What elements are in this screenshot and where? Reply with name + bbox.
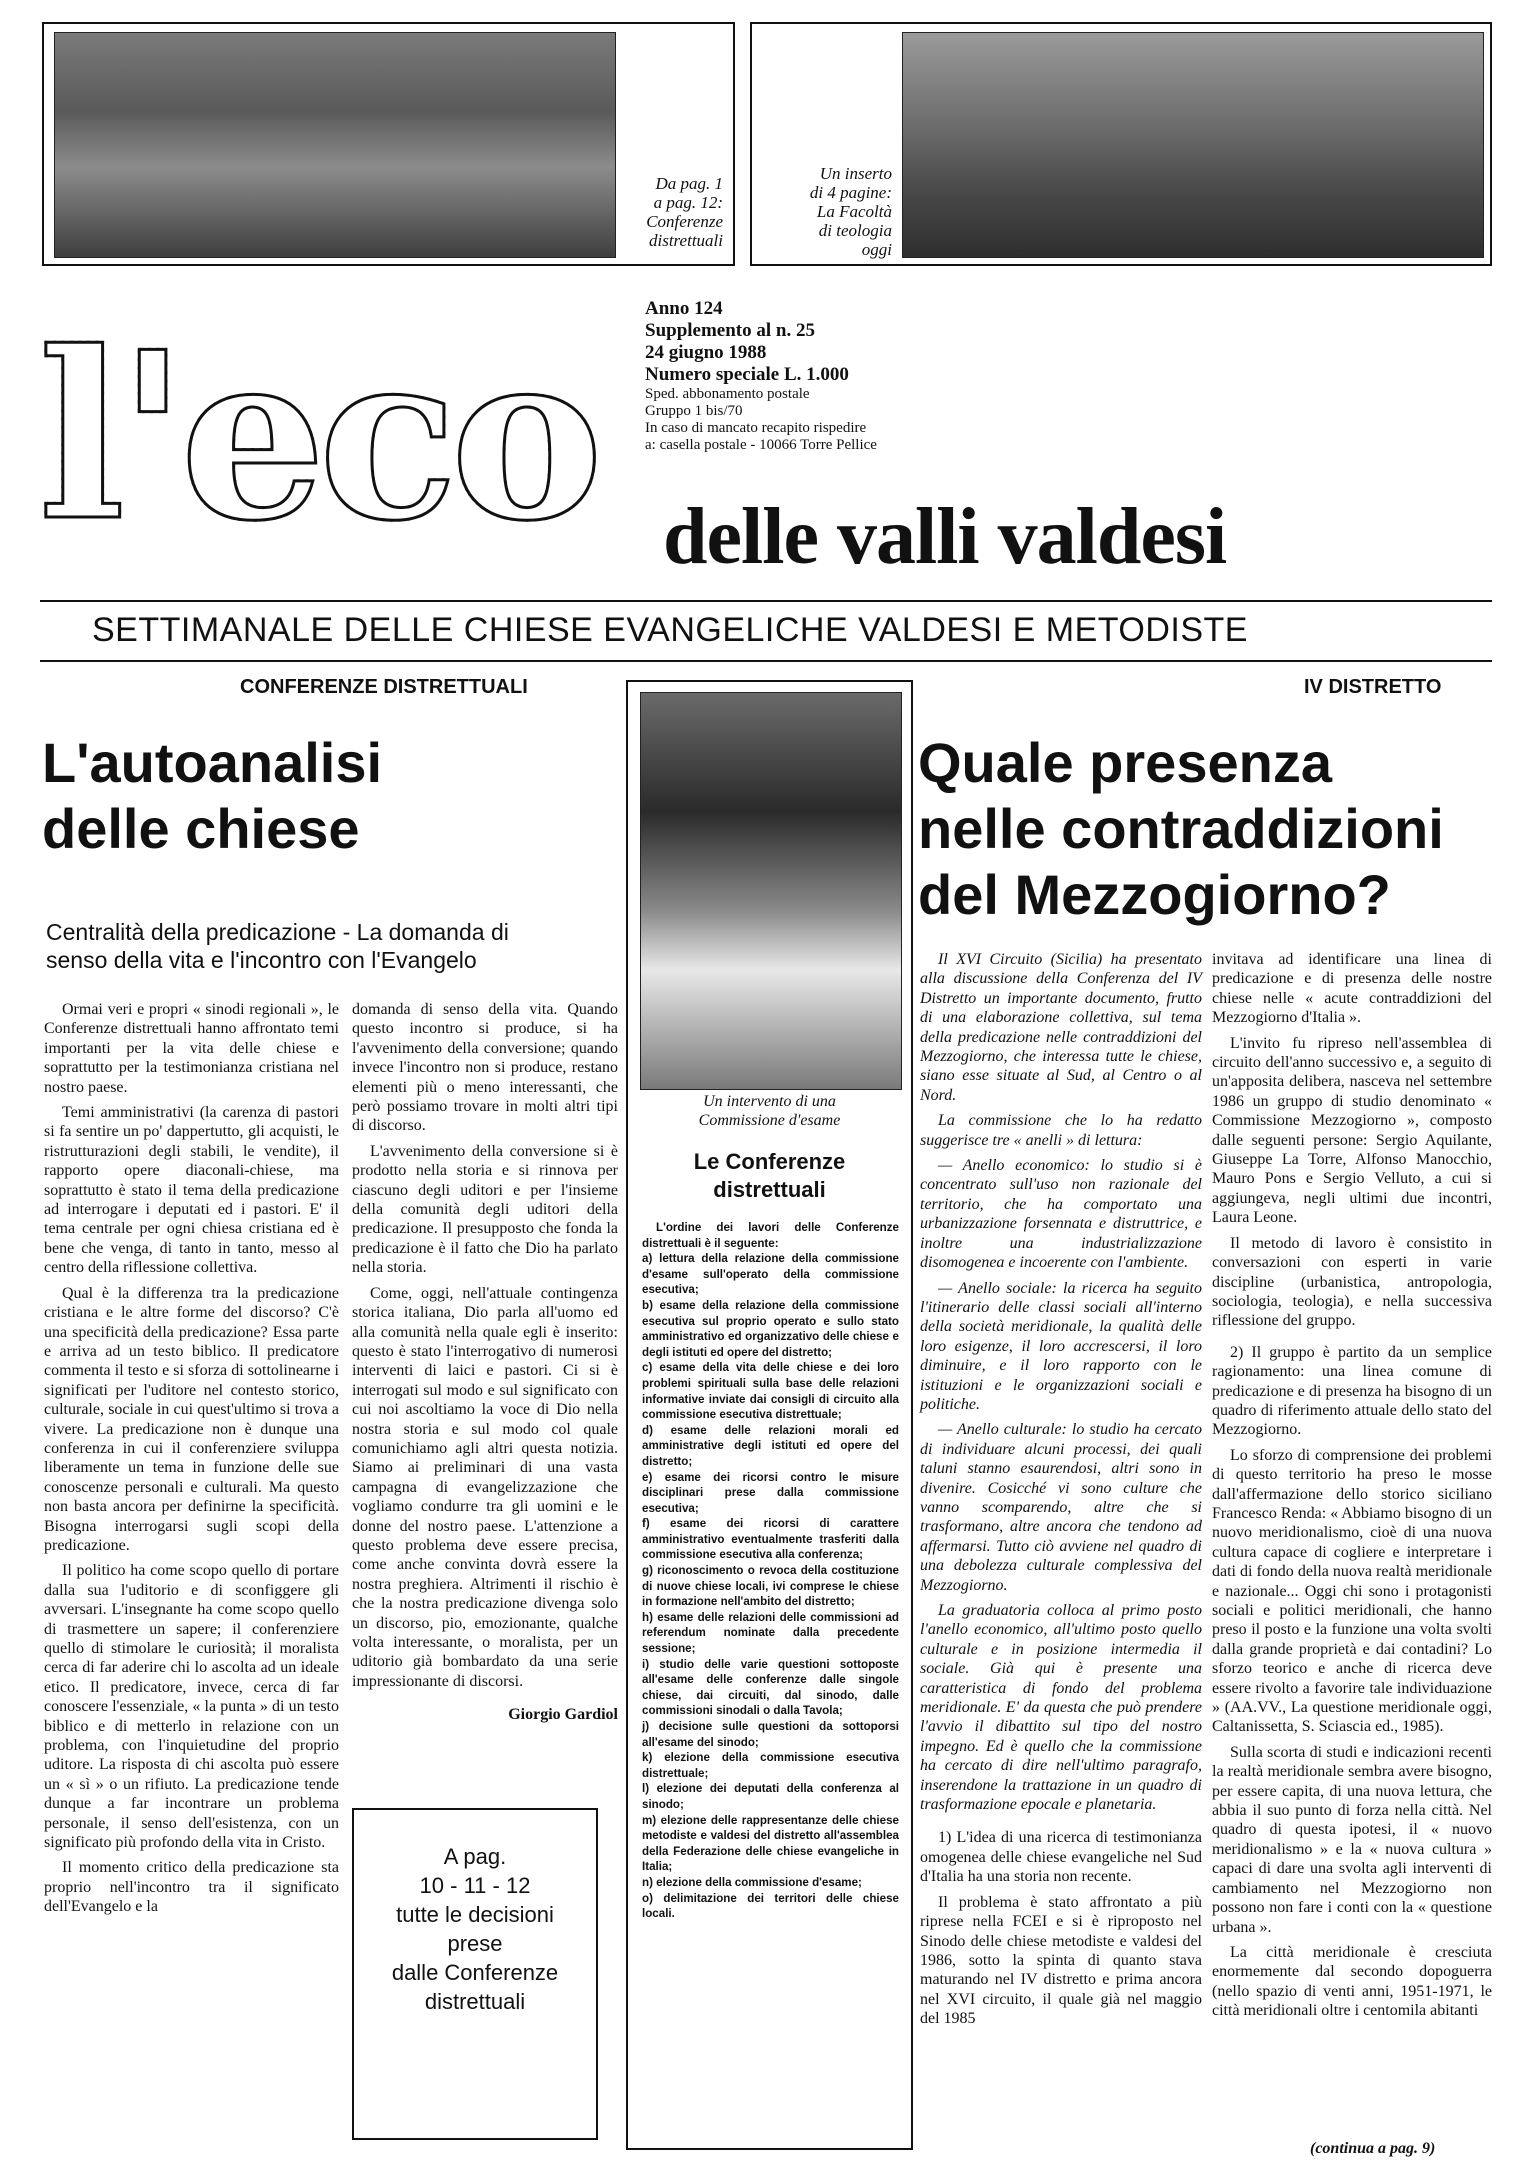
notice-line: dalle Conferenze — [391, 1960, 559, 1985]
paragraph: 2) Il gruppo è partito da un semplice ragionamento: una linea comune di predicazione e di presenza ha bisogno di un quadro di riferimento attuale dello stato del Mezzogiorno. — [1212, 1343, 1492, 1439]
left-article-col2 — [352, 1000, 618, 1725]
paragraph: Il politico ha come scopo quello di portare dalla sua l'uditorio e di sconfiggere gli avversari. L'insegnante ha come scopo quello di trasmettere un sapere; il conferenziere quello di stimolare le curiosità; il moralista cerca di far aderire chi lo ascolta ad un ideale etico. Il predicatore, invece, cerca di far conoscere l'essenziale, « la punta » di un testo biblico e di metterlo in relazione con un problema, con l'inquietudine del proprio uditore. La risposta di chi ascolta può essere un « sì » o un rifiuto. La predicazione tende dunque a far incontrare un problema personale, il senso dell'esistenza, con un significato più profondo della vita in Cristo. — [44, 1562, 339, 1852]
right-headline-line: nelle contraddizioni — [918, 797, 1444, 860]
continue-note: (continua a pag. 9) — [1310, 2140, 1436, 2157]
left-deck — [46, 918, 636, 974]
sidebar-caption-line: Un intervento di una — [703, 1093, 836, 1110]
sidebar-list-item: k) elezione della commissione esecutiva distrettuale; — [642, 1751, 899, 1780]
paragraph: Il momento critico della predicazione sta proprio nell'incontro tra il significato dell'Evangelo e la — [44, 1859, 339, 1916]
paragraph: Temi amministrativi (la carenza di pastori si fa sentire un po' dappertutto, gli acquisti, le ristrutturazioni degli stabili, le vendite), il rapporto opere diaconali-chiese, ma soprattutto è stato il tema della predicazione ad interrogare i deputati ed i pastori. E' il tema centrale per ogni chiesa cristiana ed è bene che venga, di tanto in tanto, messo al centro della riflessione collettiva. — [44, 1104, 339, 1277]
notice-line: distrettuali — [424, 1989, 526, 2014]
issue-date: 24 giugno 1988 — [645, 342, 767, 363]
notice-line: A pag. — [443, 1844, 507, 1869]
sidebar-photo-caption — [628, 1092, 911, 1130]
sidebar-list-item: i) studio delle varie questioni sottoposte all'esame delle conferenze dalle singole chiese, dai circuiti, dal sinodo, dalle commissioni sinodali o dalla Tavola; — [642, 1657, 899, 1718]
caption-left-line: a pag. 12: — [653, 193, 723, 212]
paragraph: Il problema è stato affrontato a più riprese nella FCEI e si è riproposto nel Sinodo delle chiese metodiste e valdesi del 1986, sotto la spinta di quanto stava maturando nel IV distretto e prima ancora nel XVI circuito, il quale già nel maggio del 1985 — [920, 1893, 1202, 2028]
paragraph: La graduatoria colloca al primo posto l'anello economico, all'ultimo posto quello culturale e in posizione intermedia il sociale. Già qui è presente una caratteristica di fondo del problema meridionale. E' da questa che può prendere l'avvio il dibattito sul tipo del nostro impegno. Ed è quello che la commissione ha cercato di dire nell'ultimo paragrafo, inserendone la trattazione in un quadro di trasformazione epocale e planetaria. — [920, 1602, 1202, 1814]
paragraph: Lo sforzo di comprensione dei problemi di questo territorio ha preso le mosse dall'affermazione dello storico siciliano Francesco Renda: « Abbiamo bisogno di un nuovo meridionalismo, cioè di una nuova cultura capace di cogliere e interpretare i dati di fondo della nuova realtà meridionale e nazionale... Oggi chi sono i protagonisti sociali e politici meridionali, che hanno preso il posto e la funzione una volta svolti dalla grande proprietà e dai contadini? Lo sforzo teorico e anche di ricerca deve essere rivolto a favorire tale individuazione » (AA.VV., La questione meridionale oggi, Caltanissetta, S. Sciascia ed., 1985). — [1212, 1446, 1492, 1736]
paragraph: L'avvenimento della conversione si è prodotto nella storia e si rinnova per ciascuno degli uditori e per l'insieme della comunità degli uditori della predicazione. Il presupposto che fonda la predicazione è il fatto che Dio ha parlato nella storia. — [352, 1142, 618, 1277]
issue-price: Numero speciale L. 1.000 — [645, 364, 849, 385]
sidebar-list-item: j) decisione sulle questioni da sottoporsi all'esame del sinodo; — [642, 1720, 899, 1749]
sidebar-list-item: m) elezione delle rappresentanze delle chiese metodiste e valdesi del distretto all'assemblea della Federazione delle chiese evangeliche in Italia; — [642, 1813, 899, 1874]
sidebar-list-item: a) lettura della relazione della commissione d'esame sull'operato della commissione esecutiva; — [642, 1252, 899, 1297]
sidebar-list-item: c) esame della vita delle chiese e dei loro problemi spirituali sulla base delle relazioni informative inviate dai consigli di circuito alla commissione esecutiva distrettuale; — [642, 1361, 899, 1422]
sidebar-list-item: h) esame delle relazioni delle commissioni ad referendum nominate dalla precedente sessione; — [642, 1610, 899, 1656]
postal-group: Gruppo 1 bis/70 — [645, 403, 743, 419]
sidebar-list-item: d) esame delle relazioni morali ed amministrative degli istituti ed opere del distretto; — [642, 1423, 899, 1468]
paragraph: 1) L'idea di una ricerca di testimonianza omogenea delle chiese evangeliche nel Sud d'Italia ha una storia non recente. — [920, 1829, 1202, 1886]
sidebar-list-item: f) esame dei ricorsi di carattere amministrativo eventualmente trasferiti dalla commissione esecutiva alla conferenza; — [642, 1517, 899, 1562]
masthead-subtitle: delle valli valdesi — [663, 493, 1227, 581]
left-deck-line: senso della vita e l'incontro con l'Evangelo — [46, 947, 477, 973]
return-address: a: casella postale - 10066 Torre Pellice — [645, 437, 877, 453]
conference-photo-left — [54, 32, 616, 258]
right-headline-line: del Mezzogiorno? — [918, 863, 1391, 926]
right-headline — [918, 730, 1498, 928]
caption-right-line: La Facoltà — [816, 202, 892, 221]
left-kicker: CONFERENZE DISTRETTUALI — [240, 676, 528, 698]
masthead-rule-top — [40, 600, 1492, 602]
paragraph: La commissione che lo ha redatto suggerisce tre « anelli » di lettura: — [920, 1112, 1202, 1149]
left-headline-line: L'autoanalisi — [42, 731, 383, 794]
paragraph: Sulla scorta di studi e indicazioni recenti la realtà meridionale sembra avere bisogno, per essere capita, di una nuova lettura, che abbia il suo punto di forza nella città. Nel quadro di questa ipotesi, il « nuovo meridionalismo » e la « nuova cultura » capaci di dare una svolta agli interventi di cambiamento nel Mezzogiorno non possono non fare i conti con la « questione urbana ». — [1212, 1743, 1492, 1936]
paragraph: invitava ad identificare una linea di predicazione e di presenza delle nostre chiese nelle « acute contraddizioni del Mezzogiorno d'Italia ». — [1212, 951, 1492, 1027]
signature: Giorgio Gardiol — [508, 1706, 618, 1724]
paragraph: — Anello economico: lo studio si è concentrato sull'uso non razionale del territorio, che ha comportato una urbanizzazione forsennata e distruttrice, e inoltre una industrializzazione disomogenea e incoerente con l'ambiente. — [920, 1157, 1202, 1272]
sidebar-heading-line: distrettuali — [713, 1177, 826, 1202]
masthead-tagline: SETTIMANALE DELLE CHIESE EVANGELICHE VALDESI E METODISTE — [92, 611, 1248, 649]
sidebar-box — [626, 680, 913, 2150]
right-kicker: IV DISTRETTO — [1304, 676, 1442, 698]
caption-right-line: Un inserto — [819, 164, 892, 183]
right-article-col2 — [1212, 950, 1492, 2027]
sidebar-list-item: e) esame dei ricorsi contro le misure disciplinari prese dalla commissione esecutiva; — [642, 1470, 899, 1515]
notice-box — [352, 1808, 598, 2140]
right-article-col1 — [920, 950, 1202, 2035]
caption-left-line: distrettuali — [649, 231, 723, 250]
issue-year: Anno 124 — [645, 298, 723, 319]
sidebar-list-item: L'ordine dei lavori delle Conferenze distrettuali è il seguente: — [642, 1221, 899, 1250]
sidebar-list-item: l) elezione dei deputati della conferenza al sinodo; — [642, 1782, 899, 1811]
postal-info: Sped. abbonamento postale — [645, 386, 810, 402]
caption-right — [757, 164, 892, 259]
paragraph: Il XVI Circuito (Sicilia) ha presentato alla discussione della Conferenza del IV Distretto un importante documento, frutto di una elaborazione collettiva, sul tema della predicazione nelle contraddizioni del Mezzogiorno, che interessa tutte le chiese, siano esse situate al Sud, al Centro o al Nord. — [920, 951, 1202, 1104]
paragraph: — Anello culturale: lo studio ha cercato di individuare alcuni processi, dei quali taluni stanno esaurendosi, altri sono in divenire. Cosicché vi sono culture che vanno scomparendo, altre che si trasformano, altre ancora che tendono ad affermarsi. Tutto ciò avviene nel quadro di una debolezza culturale complessiva del Mezzogiorno. — [920, 1421, 1202, 1594]
notice-line: tutte le decisioni — [396, 1902, 554, 1927]
masthead-logo: l'eco — [38, 322, 678, 552]
return-info: In caso di mancato recapito rispedire — [645, 420, 867, 436]
sidebar-caption-line: Commissione d'esame — [698, 1112, 841, 1129]
caption-left-line: Da pag. 1 — [655, 174, 723, 193]
left-article-col1 — [44, 1000, 339, 1923]
faculty-photo-right — [902, 32, 1484, 258]
paragraph: Il metodo di lavoro è consistito in conversazioni con esperti in varie discipline (urbanistica, antropologia, sociologia, teologia), e nella successiva riflessione del gruppo. — [1212, 1234, 1492, 1330]
sidebar-heading — [628, 1148, 911, 1204]
caption-right-line: di teologia — [818, 221, 892, 240]
top-photo-box-left — [42, 22, 735, 266]
masthead-rule-bottom — [40, 660, 1492, 662]
caption-right-line: oggi — [861, 240, 892, 259]
sidebar-list-item: g) riconoscimento o revoca della costituzione di nuove chiese locali, ivi comprese le chiese in formazione nell'ambito del distretto; — [642, 1564, 899, 1609]
caption-right-line: di 4 pagine: — [809, 183, 892, 202]
paragraph: — Anello sociale: la ricerca ha seguito l'itinerario delle classi sociali all'interno della società meridionale, la qualità delle loro esigenze, il loro accrescersi, il loro diminuire, e il loro rapporto con le istituzioni e le organizzazioni sociali e politiche. — [920, 1279, 1202, 1413]
caption-left-line: Conferenze — [646, 212, 723, 231]
notice-line: prese — [447, 1931, 503, 1956]
paragraph: Ormai veri e propri « sinodi regionali », le Conferenze distrettuali hanno affrontato temi importanti per la vita delle chiese e soprattutto per la testimonianza cristiana nel nostro paese. — [44, 1001, 339, 1096]
paragraph: La città meridionale è cresciuta enormemente dal secondo dopoguerra (nello spazio di venti anni, 1951-1971, le città meridionali oltre i centomila abitanti — [1212, 1943, 1492, 2020]
masthead-info — [645, 298, 965, 454]
paragraph: Qual è la differenza tra la predicazione cristiana e le altre forme del discorso? C'è una specificità della predicazione? Essa parte e arriva ad un testo biblico. Il predicatore commenta il testo e si sforza di sottolinearne i significati per l'uditore nel contesto storico, culturale, sociale in cui quest'ultimo si trova a vivere. La predicazione non è dunque una conferenza in cui il conferenziere sviluppa liberamente un tema in funzione delle sue conoscenze personali e culturali. Ma questo non basta ancora per definirne la specificità. Bisogna interrogarsi sugli scopi della predicazione. — [44, 1284, 339, 1554]
top-photo-box-right — [750, 22, 1492, 266]
issue-supplement: Supplemento al n. 25 — [645, 320, 815, 341]
sidebar-list-item: o) delimitazione dei territori delle chiese locali. — [642, 1891, 899, 1921]
sidebar-list — [642, 1220, 899, 1922]
paragraph: L'invito fu ripreso nell'assemblea di circuito dell'anno successivo e, a seguito di un'apposita delibera, nasceva nel settembre 1986 un gruppo di studio denominato « Commissione Mezzogiorno », composto dalle seguenti persone: Sergio Aquilante, Giuseppe La Torre, Alfonso Manocchio, Mauro Pons e Sergio Velluto, a cui si aggiungeva, negli ultimi due incontri, Laura Leone. — [1212, 1034, 1492, 1227]
left-deck-line: Centralità della predicazione - La domanda di — [46, 919, 509, 945]
paragraph: Come, oggi, nell'attuale contingenza storica italiana, Dio parla all'uomo ed alla comunità nella quale egli è inserito: questo è stato l'interrogativo di numerosi interventi di laici e pastori. Ci si è interrogati sul modo e sul significato con cui noi ascoltiamo la voce di Dio nella nostra storia e sul modo col quale comunichiamo agli altri questa notizia. Siamo ai preliminari di una vasta campagna di evangelizzazione che vogliamo condurre tra gli uomini e le donne del nostro paese. L'attenzione a questo problema deve essere precisa, come anche convinta dovrà essere la nostra preghiera. Altrimenti il rischio è che la nostra predicazione divenga solo un discorso, pio, emozionante, qualche volta interessante, o moralista, per un uditorio già bombardato da una serie impressionante di discorsi. — [352, 1284, 618, 1690]
right-headline-line: Quale presenza — [918, 731, 1332, 794]
sidebar-list-item: n) elezione della commissione d'esame; — [642, 1875, 862, 1889]
paragraph: domanda di senso della vita. Quando questo incontro si produce, si ha l'avvenimento della conversione; quando invece l'incontro non si produce, restano elementi più o meno interessanti, che però possiamo trovare in molti altri tipi di discorso. — [352, 1001, 618, 1135]
sidebar-list-item: b) esame della relazione della commissione esecutiva sul proprio operato e sullo stato amministrativo ed organizzativo delle chiese e degli istituti ed opere del distretto; — [642, 1298, 899, 1359]
sidebar-heading-line: Le Conferenze — [693, 1149, 846, 1174]
left-headline — [42, 730, 622, 862]
notice-line: 10 - 11 - 12 — [419, 1873, 531, 1898]
caption-left — [608, 174, 723, 250]
sidebar-photo — [640, 692, 902, 1090]
left-headline-line: delle chiese — [42, 797, 360, 860]
